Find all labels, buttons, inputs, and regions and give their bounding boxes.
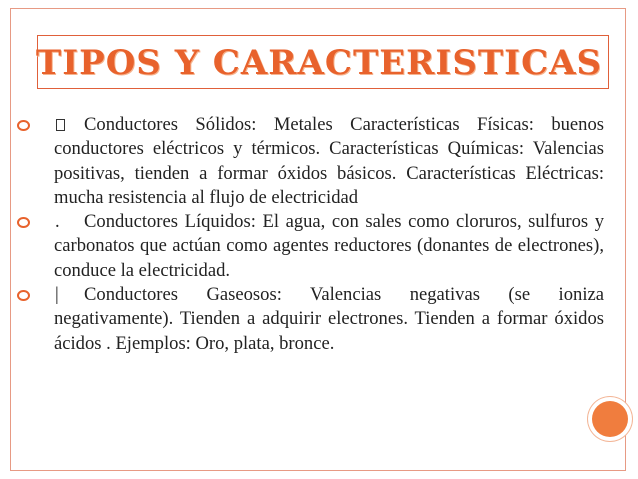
list-item-gaseosos xyxy=(14,283,604,356)
bullet-ring-icon xyxy=(17,217,30,228)
item-marker: . xyxy=(55,211,60,233)
list-item-liquidos xyxy=(14,210,604,283)
item-text: Conductores Líquidos: El agua, con sales como cloruros, sulfuros y carbonatos que actúan como agentes reductores (donantes de electrones), conduce la electricidad. xyxy=(54,211,604,281)
item-text: Conductores Gaseosos: Valencias negativas (se ioniza negativamente). Tienden a adquirir electrones. Tienden a formar óxidos ácidos . Ejemplos: Oro, plata, bronce. xyxy=(54,284,604,354)
decorative-circle xyxy=(592,401,628,437)
bullet-ring-icon xyxy=(17,120,30,131)
bullet-list xyxy=(14,113,604,356)
item-text: Conductores Sólidos: Metales Características Físicas: buenos conductores eléctricos y térmicos. Características Químicas: Valencias positivas, tienden a formar óxidos básicos. Características Eléctricas: mucha resistencia al flujo de electricidad xyxy=(54,114,604,208)
slide-title: TIPOS Y CARACTERISTICAS xyxy=(35,43,603,83)
placeholder-bar-icon: | xyxy=(55,284,59,306)
bullet-ring-icon xyxy=(17,290,30,301)
list-item-solidos xyxy=(14,113,604,210)
placeholder-box-icon xyxy=(56,119,65,131)
